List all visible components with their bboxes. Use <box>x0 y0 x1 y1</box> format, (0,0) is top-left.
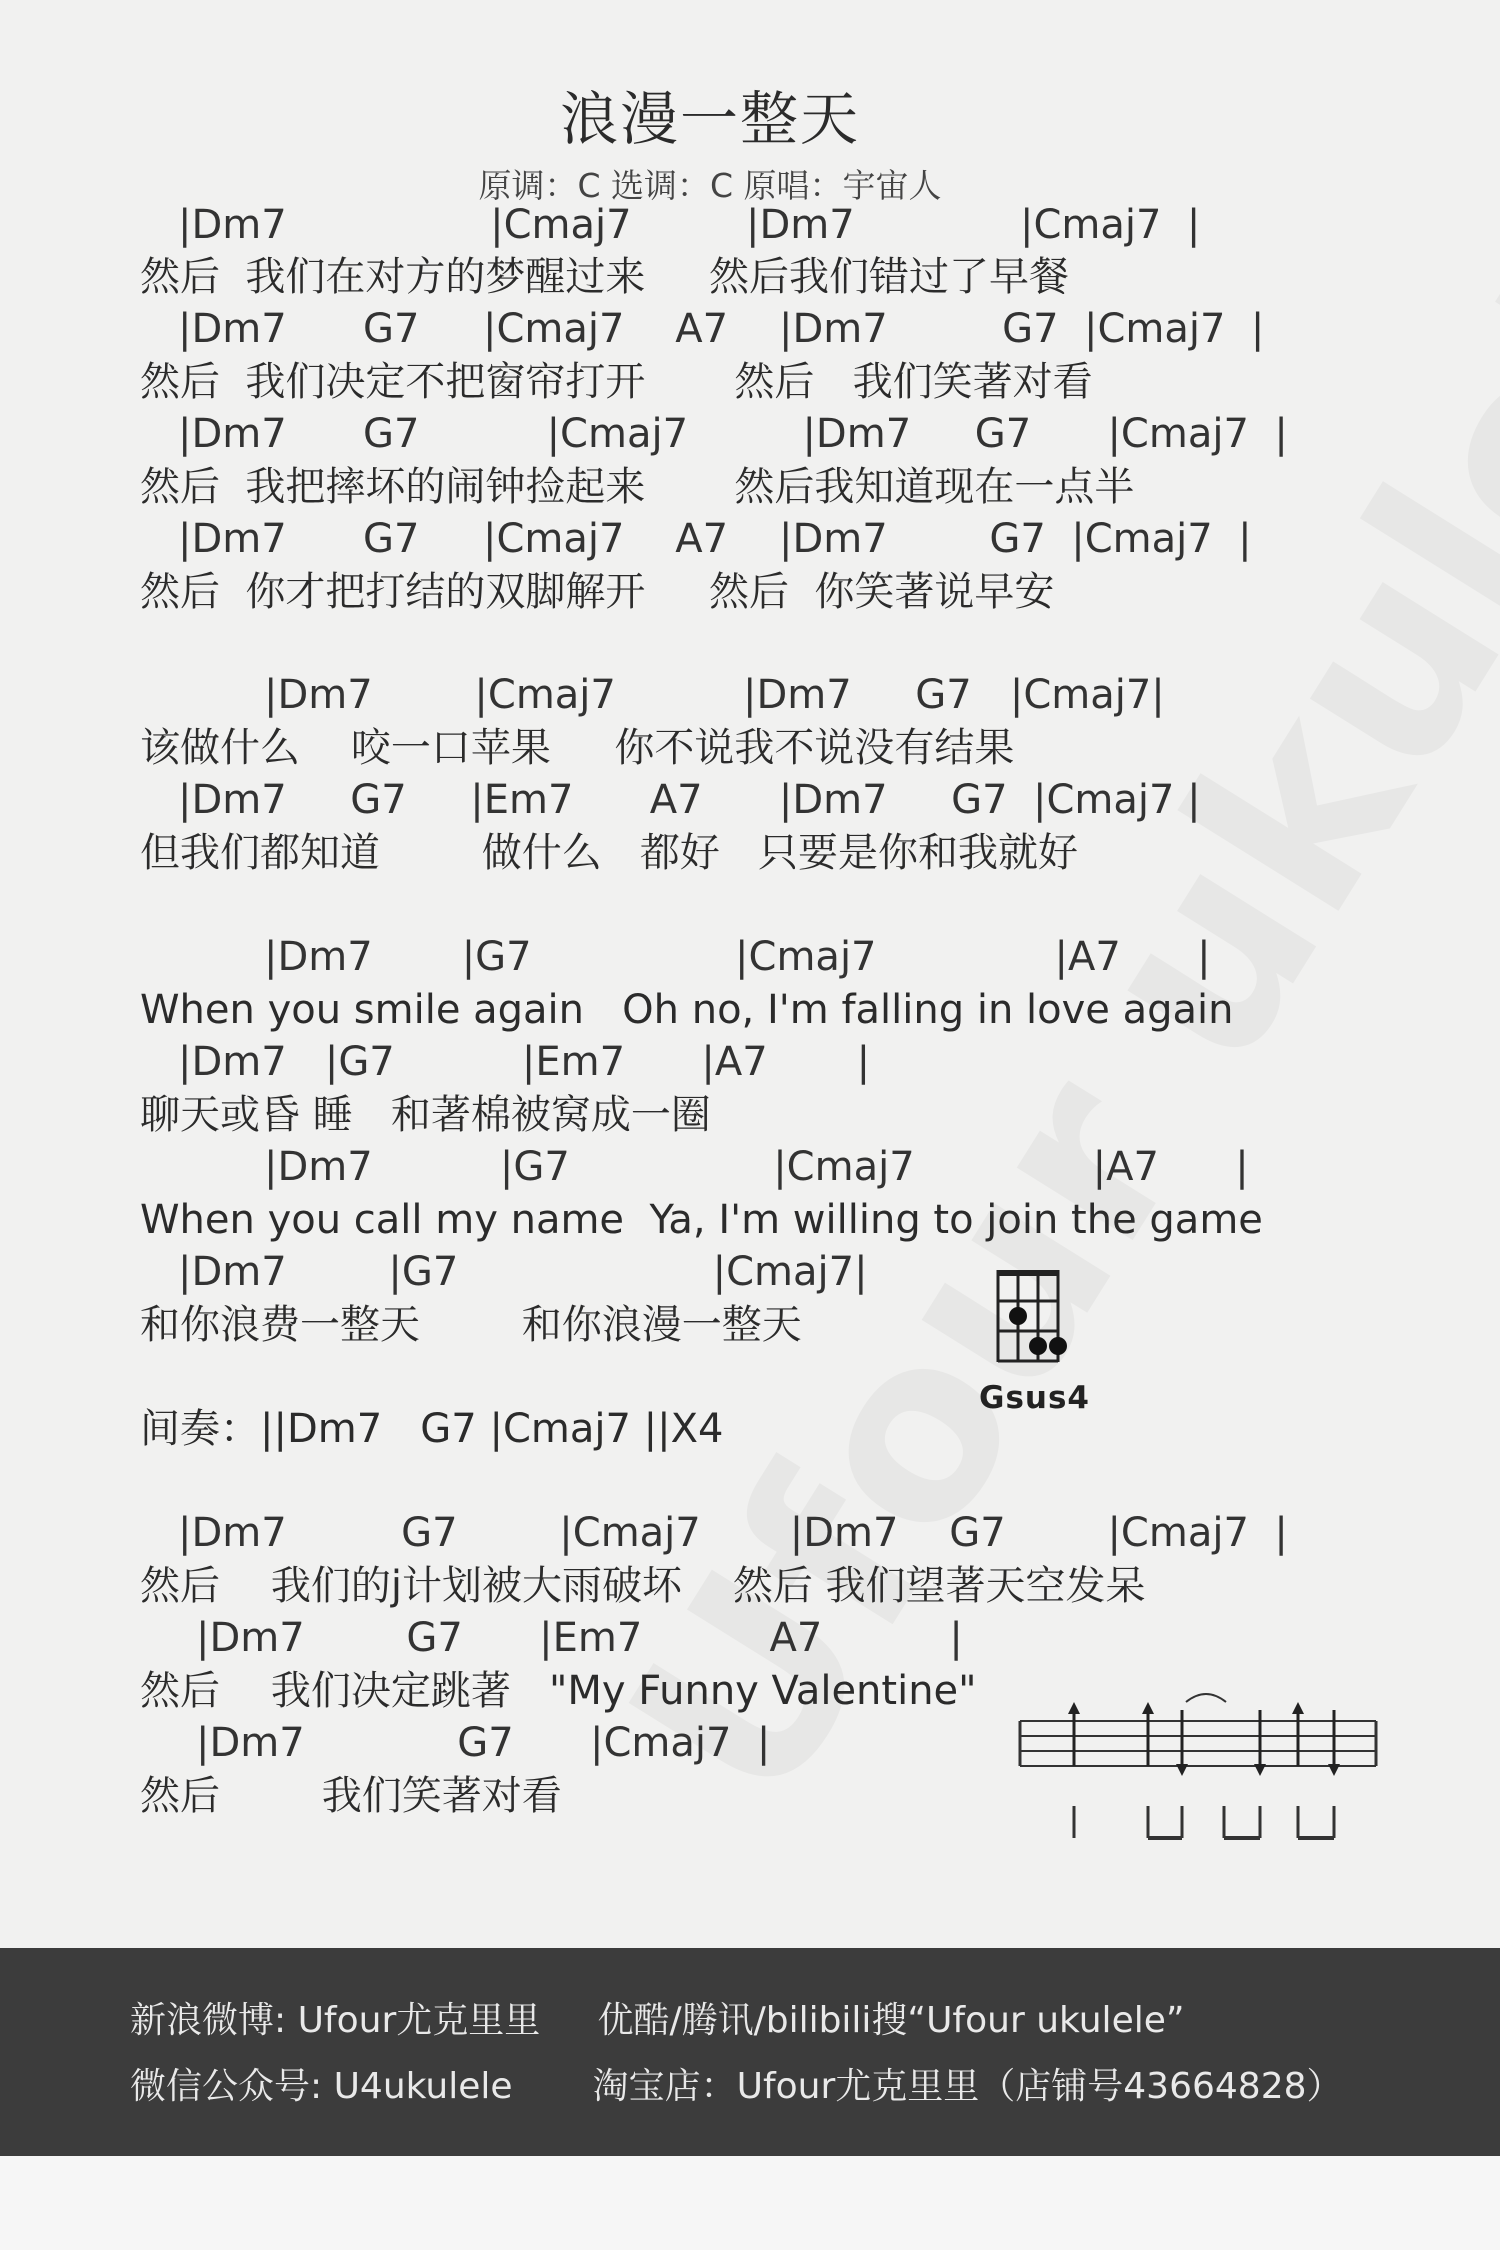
chord-diagram-label: Gsus4 <box>979 1380 1090 1416</box>
chord-line: |Dm7 G7 |Cmaj7 |Dm7 G7 |Cmaj7 | <box>178 1510 1288 1556</box>
lyric-line: 聊天或昏 睡 和著棉被窝成一圈 <box>140 1092 711 1138</box>
chord-line: |Dm7 G7 |Em7 A7 |Dm7 G7 |Cmaj7 | <box>178 777 1201 823</box>
chord-line: |Dm7 G7 |Cmaj7 | <box>196 1720 771 1766</box>
lyric-line: 和你浪费一整天 和你浪漫一整天 <box>140 1302 802 1348</box>
chord-grid-icon <box>990 1268 1080 1368</box>
chord-line: |Dm7 |Cmaj7 |Dm7 G7 |Cmaj7| <box>264 672 1165 718</box>
lyric-line: 然后 我们决定跳著 "My Funny Valentine" <box>140 1668 977 1714</box>
lyric-line: 然后 我们笑著对看 <box>140 1773 562 1819</box>
chord-line: |Dm7 |Cmaj7 |Dm7 |Cmaj7 | <box>178 202 1201 248</box>
song-info: 原调：C 选调：C 原唱：宇宙人 <box>478 166 942 205</box>
footer-line-shop: 微信公众号: U4ukulele 淘宝店：Ufour尤克里里（店铺号43664828） <box>130 2066 1343 2107</box>
chord-line: |Dm7 |G7 |Cmaj7 |A7 | <box>264 1144 1249 1190</box>
gsus4-chord-diagram <box>990 1268 1080 1372</box>
chord-line: |Dm7 G7 |Em7 A7 | <box>196 1615 963 1661</box>
lyric-line: When you call my name Ya, I'm willing to join the game <box>140 1197 1263 1243</box>
chord-line: |Dm7 G7 |Cmaj7 A7 |Dm7 G7 |Cmaj7 | <box>178 306 1265 352</box>
lyric-line: 然后 我们的j计划被大雨破坏 然后 我们望著天空发呆 <box>140 1563 1146 1609</box>
footer-bar <box>0 1948 1500 2156</box>
lyric-line: 然后 我把摔坏的闹钟捡起来 然后我知道现在一点半 <box>140 464 1135 510</box>
bottom-strip <box>0 2156 1500 2250</box>
footer-line-social: 新浪微博: Ufour尤克里里 优酷/腾讯/bilibili搜“Ufour ukulele” <box>130 2000 1185 2041</box>
strum-pattern-icon <box>1016 1688 1382 1848</box>
lyric-line: 然后 我们决定不把窗帘打开 然后 我们笑著对看 <box>140 359 1093 405</box>
song-title: 浪漫一整天 <box>559 85 860 153</box>
lyric-line: 然后 我们在对方的梦醒过来 然后我们错过了早餐 <box>140 254 1070 300</box>
lyric-line: 间奏：||Dm7 G7 |Cmaj7 ||X4 <box>140 1406 724 1452</box>
chord-line: |Dm7 |G7 |Em7 |A7 | <box>178 1039 871 1085</box>
chord-line: |Dm7 |G7 |Cmaj7| <box>178 1249 868 1295</box>
lyric-line: 但我们都知道 做什么 都好 只要是你和我就好 <box>140 830 1079 876</box>
lyric-line: When you smile again Oh no, I'm falling in love again <box>140 987 1234 1033</box>
lyric-line: 然后 你才把打结的双脚解开 然后 你笑著说早安 <box>140 569 1055 615</box>
lyric-line: 该做什么 咬一口苹果 你不说我不说没有结果 <box>140 725 1015 771</box>
chord-line: |Dm7 |G7 |Cmaj7 |A7 | <box>264 934 1211 980</box>
chord-line: |Dm7 G7 |Cmaj7 |Dm7 G7 |Cmaj7 | <box>178 411 1288 457</box>
strum-pattern <box>1016 1688 1382 1852</box>
chord-line: |Dm7 G7 |Cmaj7 A7 |Dm7 G7 |Cmaj7 | <box>178 516 1252 562</box>
